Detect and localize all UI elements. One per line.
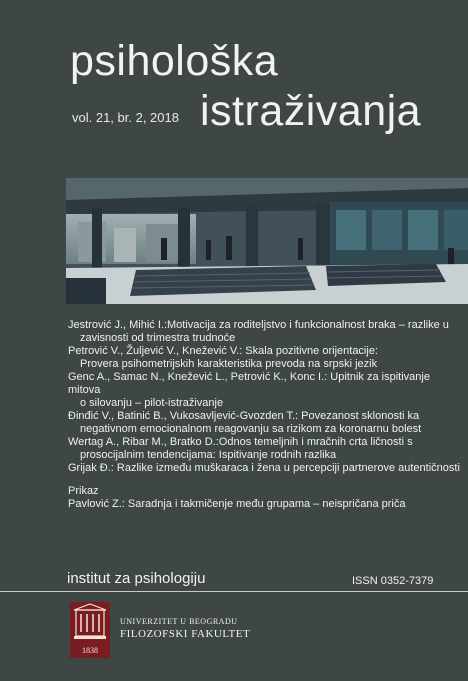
toc-item-line1: Grijak Đ.: Razlike između muškaraca i žena u percepciji partnerove autentičnosti <box>68 462 460 474</box>
divider-line <box>0 591 468 592</box>
publisher-name: institut za psihologiju <box>67 570 206 587</box>
toc-item-line2: o silovanju – pilot-istraživanje <box>80 397 224 409</box>
toc-item-line1: Jestrović J., Mihić I.:Motivacija za roditeljstvo i funkcionalnost braka – razlike u <box>68 319 449 331</box>
toc-item <box>68 462 463 475</box>
university-logo <box>70 602 110 658</box>
journal-title-line2: istraživanja <box>200 87 422 135</box>
journal-title-line1: psihološka <box>70 37 279 85</box>
university-name: UNIVERZITET U BEOGRADU <box>120 617 238 626</box>
toc-item-line1: Genc A., Samac N., Knežević L., Petrović K., Konc I.: Upitnik za ispitivanje mitova <box>68 371 430 396</box>
table-of-contents <box>68 319 463 511</box>
building-logo-icon <box>70 602 110 646</box>
toc-item <box>68 319 463 345</box>
toc-item-line2: Provera psihometrijskih karakteristika prevoda na srpski jezik <box>80 358 378 370</box>
toc-item <box>68 371 463 410</box>
toc-item-line2: prosocijalnim tendencijama: Ispitivanje rodnih razlika <box>80 449 337 461</box>
review-item: Pavlović Z.: Saradnja i takmičenje među grupama – neispričana priča <box>68 498 406 510</box>
issn-number: ISSN 0352-7379 <box>352 575 434 587</box>
toc-item-line1: Petrović V., Žuljević V., Knežević V.: Skala pozitivne orijentacije: <box>68 345 378 357</box>
cover-photo <box>66 178 468 304</box>
toc-item <box>68 436 463 462</box>
volume-info: vol. 21, br. 2, 2018 <box>72 110 179 125</box>
toc-item <box>68 345 463 371</box>
toc-item-line2: negativnom emocionalnom reagovanju sa rizikom za koronarnu bolest <box>80 423 422 435</box>
toc-item <box>68 410 463 436</box>
toc-item-line2: zavisnosti od trimestra trudnoće <box>80 332 236 344</box>
logo-year: 1838 <box>82 646 98 655</box>
toc-item-line1: Đinđić V., Batinić B., Vukosavljević-Gvozden T.: Povezanost sklonosti ka <box>68 410 420 422</box>
toc-item-line1: Wertag A., Ribar M., Bratko D.:Odnos temeljnih i mračnih crta ličnosti s <box>68 436 413 448</box>
faculty-name: FILOZOFSKI FAKULTET <box>120 628 251 640</box>
review-section-label: Prikaz <box>68 485 99 497</box>
building-photo-illustration <box>66 178 468 304</box>
